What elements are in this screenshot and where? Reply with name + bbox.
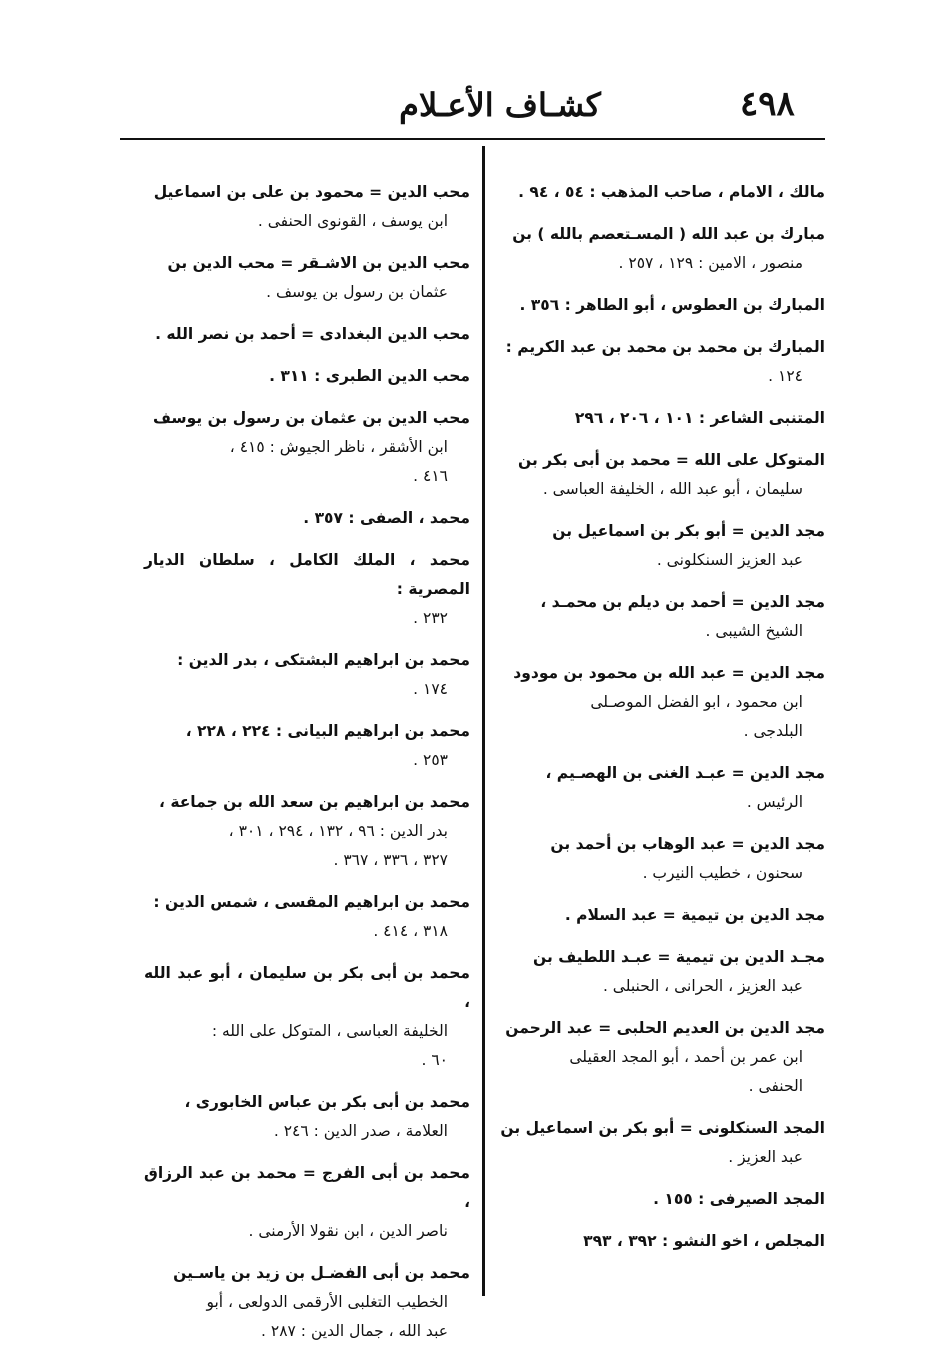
index-entry bbox=[144, 888, 470, 946]
index-entry bbox=[490, 517, 825, 575]
index-entry bbox=[144, 717, 470, 775]
entry-continuation-line: ١٢٤ . bbox=[768, 367, 803, 385]
index-column-left bbox=[144, 178, 470, 1359]
entry-heading-line: محب الدين بن عثمان بن رسول بن يوسف bbox=[152, 409, 470, 427]
index-entry bbox=[144, 1088, 470, 1146]
entry-continuation-line: عبد العزيز السنكلونى . bbox=[656, 551, 803, 569]
index-entry bbox=[144, 178, 470, 236]
index-entry bbox=[490, 178, 825, 207]
entry-heading-line: محمد بن أبى بكر بن سليمان ، أبو عبد الله ، bbox=[144, 964, 470, 1011]
entry-heading-line: محمد بن ابراهيم البيانى : ٢٢٤ ، ٢٢٨ ، bbox=[185, 722, 470, 740]
entry-continuation-line: ٣١٨ ، ٤١٤ . bbox=[373, 922, 448, 940]
entry-heading-line: مجد الدين = عبد الله بن محمود بن مودود bbox=[513, 664, 825, 682]
index-entry bbox=[490, 404, 825, 433]
entry-continuation-line: الشيخ الشيبى . bbox=[705, 622, 803, 640]
index-column-right bbox=[490, 178, 825, 1269]
entry-continuation-line: بدر الدين : ٩٦ ، ١٣٢ ، ٢٩٤ ، ٣٠١ ، bbox=[228, 822, 448, 840]
entry-heading-line: المتنبى الشاعر : ١٠١ ، ٢٠٦ ، ٢٩٦ bbox=[574, 409, 825, 427]
entry-heading-line: مجد الدين = عبد الوهاب بن أحمد بن bbox=[550, 835, 825, 853]
entry-continuation-line: ٤١٦ . bbox=[413, 467, 448, 485]
entry-continuation-line: عبد الله ، جمال الدين : ٢٨٧ . bbox=[261, 1322, 448, 1340]
entry-heading-line: محمد بن ابراهيم بن سعد الله بن جماعة ، bbox=[159, 793, 470, 811]
index-entry bbox=[144, 362, 470, 391]
entry-heading-line: مجـد الدين بن تيمية = عبـد اللطيف بن bbox=[533, 948, 825, 966]
index-entry bbox=[144, 1259, 470, 1346]
entry-continuation-line: العلامة ، صدر الدين : ٢٤٦ . bbox=[273, 1122, 448, 1140]
entry-heading-line: محمد بن أبى الفضـل بن زيد بن ياسـين bbox=[173, 1264, 470, 1282]
header-rule bbox=[120, 138, 825, 140]
entry-heading-line: محمد بن ابراهيم المقسى ، شمس الدين : bbox=[153, 893, 470, 911]
index-entry bbox=[490, 759, 825, 817]
index-entry bbox=[144, 1159, 470, 1246]
entry-heading-line: محمد ، الملك الكامل ، سلطان الديار المصرية : bbox=[144, 551, 470, 598]
index-entry bbox=[490, 220, 825, 278]
entry-continuation-line: الحنفى . bbox=[748, 1077, 803, 1095]
entry-heading-line: المتوكل على الله = محمد بن أبى بكر بن bbox=[518, 451, 825, 469]
index-entry bbox=[144, 646, 470, 704]
index-entry bbox=[490, 901, 825, 930]
entry-heading-line: مجد الدين = أحمد بن ديلم بن محمـد ، bbox=[540, 593, 825, 611]
entry-continuation-line: عبد العزيز ، الحرانى ، الحنبلى . bbox=[602, 977, 803, 995]
entry-continuation-line: عبد العزيز . bbox=[728, 1148, 803, 1166]
entry-heading-line: محب الدين الطبرى : ٣١١ . bbox=[269, 367, 470, 385]
index-entry bbox=[490, 1014, 825, 1101]
entry-heading-line: محب الدين البغدادى = أحمد بن نصر الله . bbox=[155, 325, 470, 343]
entry-heading-line: المبارك بن محمد بن محمد بن عبد الكريم : bbox=[505, 338, 825, 356]
entry-continuation-line: الرئيس . bbox=[746, 793, 803, 811]
entry-heading-line: محب الدين = محمود بن على بن اسماعيل bbox=[153, 183, 470, 201]
entry-heading-line: محمد بن ابراهيم البشتكى ، بدر الدين : bbox=[177, 651, 470, 669]
entry-continuation-line: ٢٣٢ . bbox=[413, 609, 448, 627]
index-entry bbox=[144, 320, 470, 349]
entry-heading-line: المجلص ، اخو النشو : ٣٩٢ ، ٣٩٣ bbox=[583, 1232, 825, 1250]
index-entry bbox=[490, 1114, 825, 1172]
entry-heading-line: المجد الصيرفى : ١٥٥ . bbox=[653, 1190, 825, 1208]
index-entry bbox=[490, 943, 825, 1001]
index-entry bbox=[490, 333, 825, 391]
index-entry bbox=[144, 546, 470, 633]
index-entry bbox=[144, 504, 470, 533]
entry-continuation-line: ٢٥٣ . bbox=[413, 751, 448, 769]
index-entry bbox=[490, 830, 825, 888]
entry-continuation-line: الخطيب التغلبى الأرقمى الدولعى ، أبو bbox=[206, 1293, 448, 1311]
entry-continuation-line: سليمان ، أبو عبد الله ، الخليفة العباسى . bbox=[542, 480, 803, 498]
entry-heading-line: مجد الدين = أبو بكر بن اسماعيل بن bbox=[552, 522, 825, 540]
column-divider bbox=[482, 146, 485, 1296]
entry-heading-line: محب الدين بن الاشـقر = محب الدين بن bbox=[167, 254, 470, 272]
index-entry bbox=[490, 446, 825, 504]
index-entry bbox=[490, 291, 825, 320]
entry-continuation-line: الخليفة العباسى ، المتوكل على الله : bbox=[211, 1022, 448, 1040]
entry-continuation-line: عثمان بن رسول بن يوسف . bbox=[266, 283, 448, 301]
running-title: كشـاف الأعـلام bbox=[399, 86, 601, 124]
entry-heading-line: محمد ، الصفى : ٣٥٧ . bbox=[303, 509, 470, 527]
entry-heading-line: مجد الدين بن العديم الحلبى = عبد الرحمن bbox=[505, 1019, 825, 1037]
entry-continuation-line: ابن عمر بن أحمد ، أبو المجد العقيلى bbox=[569, 1048, 803, 1066]
entry-continuation-line: ٣٢٧ ، ٣٣٦ ، ٣٦٧ . bbox=[333, 851, 448, 869]
entry-continuation-line: البلدجى . bbox=[743, 722, 803, 740]
entry-heading-line: مبارك بن عبد الله ( المسـتعصم بالله ) بن bbox=[512, 225, 825, 243]
index-entry bbox=[144, 404, 470, 491]
index-entry bbox=[144, 959, 470, 1075]
entry-continuation-line: ابن محمود ، ابو الفضل الموصـلى bbox=[590, 693, 803, 711]
index-entry bbox=[490, 659, 825, 746]
entry-continuation-line: ابن يوسف ، القونوى الحنفى . bbox=[257, 212, 448, 230]
entry-continuation-line: ١٧٤ . bbox=[413, 680, 448, 698]
entry-heading-line: مالك ، الامام ، صاحب المذهب : ٥٤ ، ٩٤ . bbox=[518, 183, 825, 201]
entry-continuation-line: ناصر الدين ، ابن نقولا الأرمنى . bbox=[248, 1222, 448, 1240]
index-entry bbox=[490, 1227, 825, 1256]
entry-continuation-line: ٦٠ . bbox=[421, 1051, 448, 1069]
entry-continuation-line: منصور ، الامين : ١٢٩ ، ٢٥٧ . bbox=[618, 254, 803, 272]
entry-heading-line: مجد الدين بن تيمية = عبد السلام . bbox=[564, 906, 825, 924]
entry-heading-line: محمد بن أبى بكر بن عباس الخابورى ، bbox=[184, 1093, 470, 1111]
entry-continuation-line: ابن الأشقر ، ناظر الجيوش : ٤١٥ ، bbox=[229, 438, 448, 456]
index-entry bbox=[144, 788, 470, 875]
page-number: ٤٩٨ bbox=[740, 84, 795, 124]
index-entry bbox=[490, 1185, 825, 1214]
entry-heading-line: المجد السنكلونى = أبو بكر بن اسماعيل بن bbox=[500, 1119, 825, 1137]
index-entry bbox=[490, 588, 825, 646]
entry-heading-line: مجد الدين = عبـد الغنى بن الهصـيم ، bbox=[545, 764, 825, 782]
entry-heading-line: المبارك بن العطوس ، أبو الطاهر : ٣٥٦ . bbox=[519, 296, 825, 314]
index-entry bbox=[144, 249, 470, 307]
entry-heading-line: محمد بن أبى الفرج = محمد بن عبد الرزاق ، bbox=[144, 1164, 470, 1211]
entry-continuation-line: سحنون ، خطيب النيرب . bbox=[642, 864, 803, 882]
